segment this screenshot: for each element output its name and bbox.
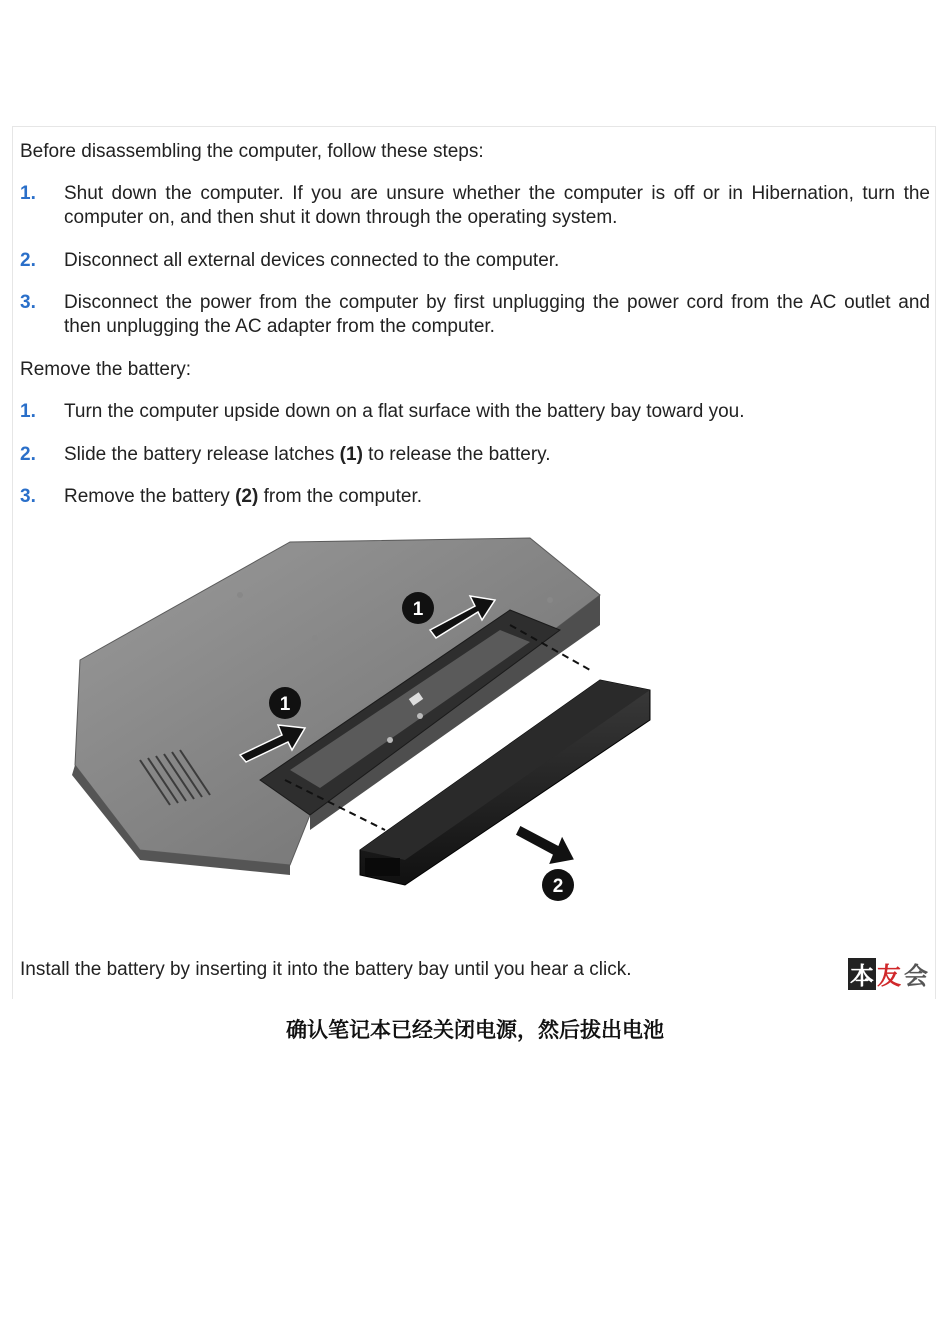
step-number: 3. [20, 486, 36, 507]
step-number: 2. [20, 444, 36, 465]
remove-heading: Remove the battery: [20, 359, 192, 380]
step-number: 1. [20, 183, 36, 204]
step-text: Disconnect all external devices connected to the computer. [64, 250, 560, 271]
battery-removal-illustration [60, 530, 660, 910]
remove-step-3 [20, 485, 930, 509]
callout-2 [542, 869, 574, 901]
step-text: Remove the battery (2) from the computer. [64, 486, 423, 507]
callout-1-top [402, 592, 434, 624]
step-number: 1. [20, 401, 36, 422]
svg-text:2: 2 [552, 876, 564, 897]
svg-text:本: 本 [850, 962, 874, 990]
step-text: Turn the computer upside down on a flat surface with the battery bay toward you. [64, 401, 745, 422]
site-logo [848, 956, 930, 992]
svg-text:1: 1 [412, 599, 424, 620]
callout-1-left [269, 687, 301, 719]
intro-text: Before disassembling the computer, follow these steps: [20, 141, 484, 162]
step-number: 2. [20, 250, 36, 271]
step-text: Disconnect the power from the computer by first unplugging the power cord from the AC outlet and then unplugging the AC adapter from the computer. [64, 292, 930, 337]
step-text: Shut down the computer. If you are unsure whether the computer is off or in Hibernation, turn the computer on, and then shut it down through the operating system. [64, 183, 930, 228]
svg-text:1: 1 [279, 694, 291, 715]
laptop-base [75, 538, 600, 865]
step-number: 3. [20, 292, 36, 313]
prep-step-2 [20, 249, 930, 273]
remove-step-1 [20, 400, 930, 424]
removal-arrow [515, 825, 575, 865]
remove-step-2 [20, 443, 930, 467]
prep-step-1 [20, 182, 930, 230]
step-text: Slide the battery release latches (1) to release the battery. [64, 444, 551, 465]
chinese-caption: 确认笔记本已经关闭电源，然后拔出电池 [286, 1018, 664, 1042]
svg-text:会: 会 [904, 962, 928, 990]
install-text: Install the battery by inserting it into the battery bay until you hear a click. [20, 959, 632, 980]
prep-step-3 [20, 291, 930, 339]
svg-text:友: 友 [877, 962, 901, 990]
